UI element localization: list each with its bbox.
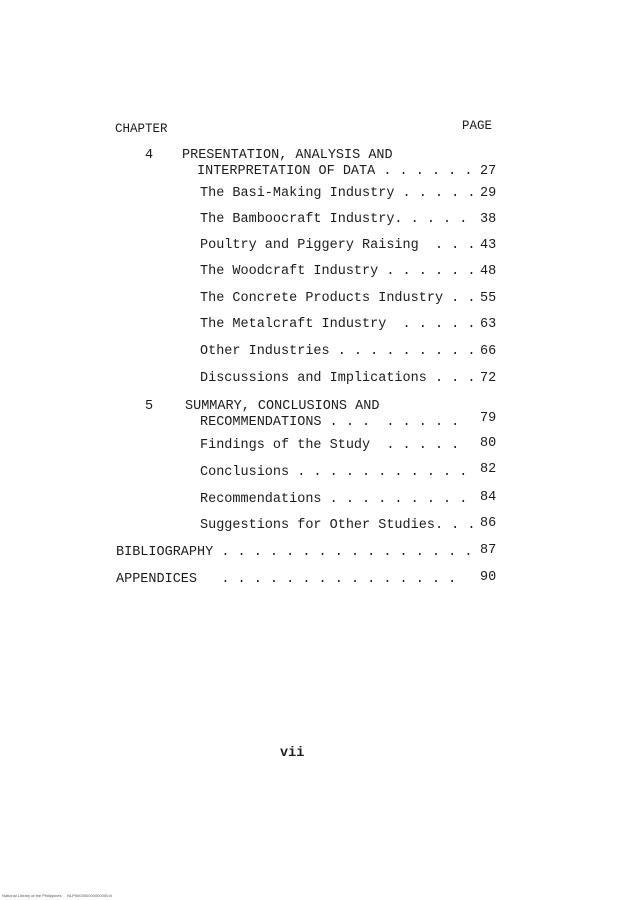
toc-entry-page: 82 [480, 462, 497, 477]
toc-entry-page: 55 [480, 291, 497, 306]
chapter-5-number: 5 [145, 399, 154, 414]
chapter-4-title-line1: PRESENTATION, ANALYSIS AND [182, 148, 393, 163]
chapter-4-title-page: 27 [480, 164, 497, 179]
chapter-5-title-line1: SUMMARY, CONCLUSIONS AND [185, 399, 380, 414]
chapter-column-header: CHAPTER [115, 122, 168, 136]
appendices-page: 90 [480, 570, 497, 585]
toc-entry-page: 38 [480, 212, 497, 227]
toc-entry-page: 48 [480, 264, 497, 279]
toc-entry: The Woodcraft Industry . . . . . . [200, 264, 476, 279]
toc-entry: The Bamboocraft Industry. . . . . [200, 212, 468, 227]
scan-footer: National Library of the Philippines NLP000000000000000 iii [2, 893, 113, 898]
toc-entry-page: 86 [480, 516, 497, 531]
toc-entry: Suggestions for Other Studies. . . [200, 518, 476, 533]
toc-entry-page: 84 [480, 490, 497, 505]
bibliography-entry: BIBLIOGRAPHY . . . . . . . . . . . . . . . . [116, 545, 473, 560]
page-number: vii [280, 746, 305, 761]
toc-entry-page: 80 [480, 436, 497, 451]
toc-entry: Discussions and Implications . . . [200, 371, 476, 386]
chapter-4-number: 4 [145, 148, 154, 163]
toc-entry: The Metalcraft Industry . . . . . [200, 317, 476, 332]
toc-entry-page: 72 [480, 371, 497, 386]
appendices-entry: APPENDICES . . . . . . . . . . . . . . . [116, 572, 457, 587]
toc-entry: Other Industries . . . . . . . . . [200, 344, 476, 359]
toc-entry: Poultry and Piggery Raising . . . [200, 238, 476, 253]
toc-entry-page: 63 [480, 317, 497, 332]
chapter-4-title-line2: INTERPRETATION OF DATA . . . . . . [197, 164, 473, 179]
toc-entry: Findings of the Study . . . . . [200, 438, 460, 453]
chapter-5-title-page: 79 [480, 411, 497, 426]
toc-entry-page: 29 [480, 186, 497, 201]
toc-entry: Recommendations . . . . . . . . . [200, 492, 468, 507]
page-column-header: PAGE [462, 119, 493, 133]
chapter-5-title-line2: RECOMMENDATIONS . . . . . . . . [200, 415, 460, 430]
toc-entry-page: 66 [480, 344, 497, 359]
bibliography-page: 87 [480, 543, 497, 558]
toc-entry: Conclusions . . . . . . . . . . . [200, 465, 468, 480]
toc-entry: The Basi-Making Industry . . . . . [200, 186, 476, 201]
toc-entry: The Concrete Products Industry . . [200, 291, 476, 306]
toc-entry-page: 43 [480, 238, 497, 253]
